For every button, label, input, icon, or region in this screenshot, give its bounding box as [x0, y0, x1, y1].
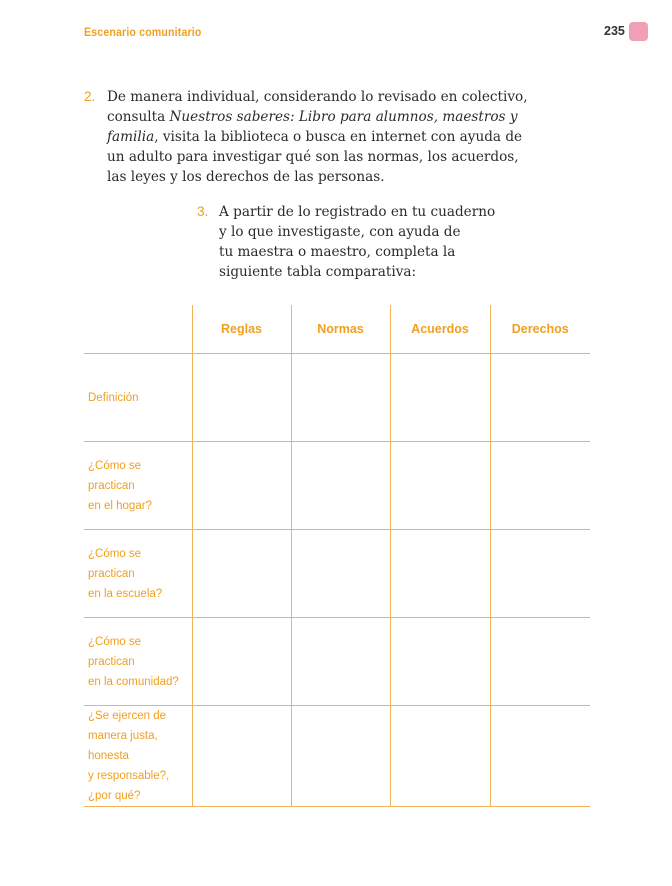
activity-3	[197, 202, 509, 282]
table-row	[84, 530, 590, 618]
answer-cell[interactable]	[192, 706, 291, 807]
activity-line: y lo que investigaste, con ayuda de	[219, 224, 461, 240]
answer-cell[interactable]	[390, 618, 490, 706]
answer-cell[interactable]	[192, 442, 291, 530]
answer-cell[interactable]	[490, 618, 590, 706]
column-header-reglas: Reglas	[192, 305, 291, 354]
activity-2	[84, 87, 537, 187]
answer-cell[interactable]	[192, 530, 291, 618]
table-row	[84, 442, 590, 530]
answer-cell[interactable]	[291, 354, 390, 442]
answer-cell[interactable]	[291, 442, 390, 530]
answer-cell[interactable]	[390, 442, 490, 530]
column-header-empty	[84, 305, 192, 354]
answer-cell[interactable]	[291, 706, 390, 807]
answer-cell[interactable]	[291, 530, 390, 618]
table-row	[84, 706, 590, 807]
answer-cell[interactable]	[490, 530, 590, 618]
answer-cell[interactable]	[390, 530, 490, 618]
row-label: Definición	[84, 354, 192, 442]
answer-cell[interactable]	[390, 706, 490, 807]
book-title: Nuestros saberes: Libro para alumnos, maestros y familia	[107, 109, 518, 145]
answer-cell[interactable]	[291, 618, 390, 706]
row-label: ¿Se ejercen de manera justa, honesta y responsable?, ¿por qué?	[84, 706, 192, 807]
row-label: ¿Cómo se practican en la escuela?	[84, 530, 192, 618]
column-header-normas: Normas	[291, 305, 390, 354]
activity-number: 2.	[84, 89, 96, 104]
answer-cell[interactable]	[490, 354, 590, 442]
row-label: ¿Cómo se practican en la comunidad?	[84, 618, 192, 706]
column-header-acuerdos: Acuerdos	[390, 305, 490, 354]
answer-cell[interactable]	[490, 706, 590, 807]
table-row	[84, 618, 590, 706]
activity-number: 3.	[197, 204, 209, 219]
activity-text: , visita la biblioteca o busca en internet con ayuda de un adulto para investigar qué son las normas, los acuerdos, las leyes y los derechos de las personas.	[107, 129, 523, 185]
activity-line: tu maestra o maestro, completa la	[219, 244, 456, 260]
activity-text: De manera individual, considerando lo revisado en colectivo, consulta	[107, 89, 528, 125]
column-header-derechos: Derechos	[490, 305, 590, 354]
answer-cell[interactable]	[390, 354, 490, 442]
activity-line: A partir de lo registrado en tu cuaderno	[219, 204, 496, 220]
answer-cell[interactable]	[490, 442, 590, 530]
answer-cell[interactable]	[192, 354, 291, 442]
section-icon	[629, 22, 648, 41]
comparison-table	[84, 305, 590, 807]
page-number: 235	[604, 24, 625, 38]
activity-line: siguiente tabla comparativa:	[219, 264, 417, 280]
row-label: ¿Cómo se practican en el hogar?	[84, 442, 192, 530]
section-title: Escenario comunitario	[84, 25, 202, 39]
answer-cell[interactable]	[192, 618, 291, 706]
table-row	[84, 354, 590, 442]
